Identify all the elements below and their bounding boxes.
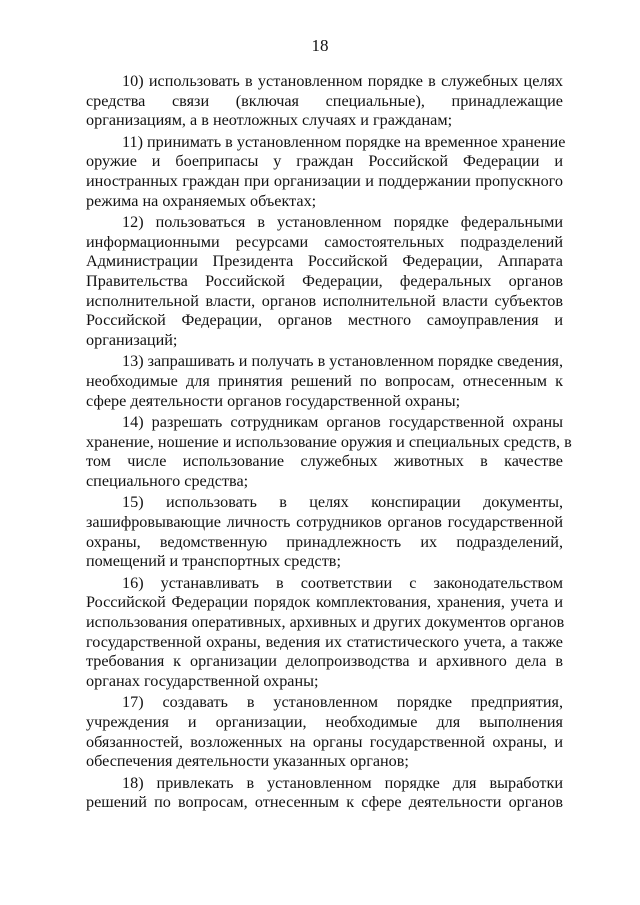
text-line: государственной охраны, ведения их статистического учета, а также (86, 632, 563, 651)
text-line: информационными ресурсами самостоятельных подразделений (86, 232, 563, 251)
text-line: Российской Федерации порядок комплектования, хранения, учета и (86, 593, 563, 612)
text-line: организациям, а в неотложных случаях и гражданам; (86, 111, 453, 130)
text-line: Администрации Президента Российской Федерации, Аппарата (86, 252, 563, 271)
text-line: 17) создавать в установленном порядке предприятия, (122, 693, 563, 712)
text-line: обязанностей, возложенных на органы государственной охраны, и (86, 732, 563, 751)
text-line: исполнительной власти, органов исполнительной власти субъектов (86, 291, 563, 310)
text-line: средства связи (включая специальные), принадлежащие (86, 91, 563, 110)
list-item (86, 413, 572, 491)
text-line: Правительства Российской Федерации, федеральных органов (86, 271, 563, 290)
text-line: 16) устанавливать в соответствии с законодательством (122, 573, 563, 592)
text-line: 11) принимать в установленном порядке на временное хранение (122, 132, 566, 151)
text-line: том числе использование служебных животных в качестве (86, 452, 563, 471)
list-item (86, 693, 563, 771)
text-line: оружие и боеприпасы у граждан Российской Федерации и (86, 152, 563, 171)
list-item (86, 132, 566, 211)
text-line: 12) пользоваться в установленном порядке федеральными (122, 213, 563, 232)
text-line: помещений и транспортных средств; (86, 552, 341, 571)
list-item (86, 213, 563, 350)
text-line: 14) разрешать сотрудникам органов государственной охраны (122, 413, 563, 432)
text-line: Российской Федерации, органов местного самоуправления и (86, 311, 563, 330)
text-line: требования к организации делопроизводства и архивного дела в (86, 652, 563, 671)
text-line: 13) запрашивать и получать в установленном порядке сведения, (122, 352, 564, 371)
text-line: организаций; (86, 330, 178, 349)
text-line: 15) использовать в целях конспирации документы, (122, 493, 563, 512)
text-line: использования оперативных, архивных и других документов органов (86, 613, 565, 632)
list-item (86, 774, 563, 813)
text-line: зашифровывающие личность сотрудников органов государственной (86, 513, 563, 532)
list-item (86, 72, 563, 131)
text-line: 18) привлекать в установленном порядке для выработки (122, 773, 563, 792)
list-item (86, 352, 563, 411)
text-line: режима на охраняемых объектах; (86, 191, 317, 210)
page-number: 18 (311, 36, 329, 55)
text-line: хранение, ношение и использование оружия и специальных средств, в (86, 432, 572, 451)
text-line: охраны, ведомственную принадлежность их подразделений, (86, 532, 563, 551)
text-line: обеспечения деятельности указанных органов; (86, 752, 409, 771)
list-item (86, 493, 563, 571)
text-line: сфере деятельности органов государственной охраны; (86, 391, 461, 410)
text-line: учреждения и организации, необходимые для выполнения (86, 713, 563, 731)
text-line: решений по вопросам, отнесенным к сфере деятельности органов (86, 793, 563, 812)
list-item (86, 574, 563, 692)
text-line: иностранных граждан при организации и поддержании пропускного (86, 171, 563, 190)
document-body (86, 72, 572, 815)
text-line: необходимые для принятия решений по вопросам, отнесенным к (86, 371, 563, 390)
text-line: специального средства; (86, 471, 249, 490)
text-line: органах государственной охраны; (86, 671, 319, 690)
text-line: 10) использовать в установленном порядке в служебных целях (122, 72, 563, 90)
